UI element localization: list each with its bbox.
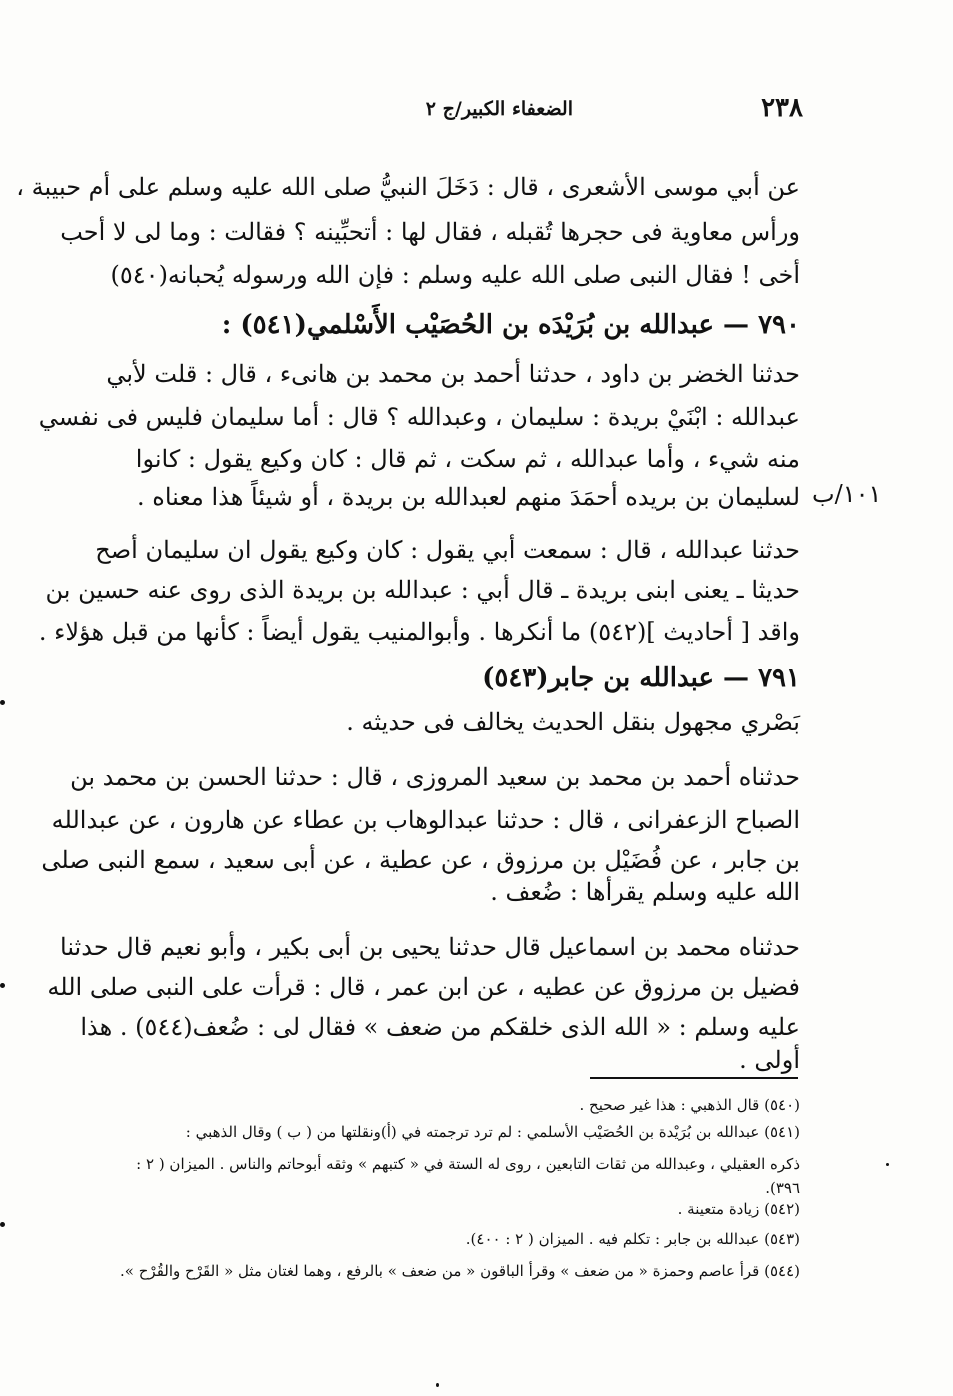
body-line: عن أبي موسى الأشعرى ، قال : دَخَلَ النبيُّ صلى الله عليه وسلم على أم حبيبة ، [16, 173, 800, 201]
footnote-540: (٥٤٠) قال الذهبي : هذا غير صحيح . [579, 1096, 800, 1114]
body-line: الصباح الزعفرانى ، قال : حدثنا عبدالوهاب بن عطاء عن هارون ، عن عبدالله [51, 806, 800, 834]
running-title: الضعفاء الكبير/ج ٢ [425, 98, 573, 120]
body-line: حديثا ـ يعنى ابنى بريدة ـ قال أبي : عبدالله بن بريدة الذى روى عنه حسين بن [45, 576, 800, 604]
footnote-541-continued: ذكره العقيلي ، وعبدالله من ثقات التابعين ، روى له الستة في « كتبهم » وثقه أبوحاتم والناس . الميزان ( ٢ : ٣٩٦). [136, 1155, 800, 1197]
scan-speck [436, 1383, 439, 1387]
body-line: لسليمان بن بريده أحمَدَ منهم لعبدالله بن بريدة ، أو شيئاً هذا معناه . [137, 483, 800, 511]
body-line: فضيل بن مرزوق عن عطيه ، عن ابن عمر ، قال : قرأت على النبى صلى الله [47, 973, 800, 1001]
body-line: منه شيء ، وأما عبدالله ، ثم سكت ، ثم قال : كان وكيع يقول : كانوا [135, 445, 800, 473]
body-line: واقد [ أحاديث ](٥٤٢) ما أنكرها . وأبوالمنيب يقول أيضاً : كأنها من قبل هؤلاء . [38, 618, 800, 646]
entry-heading-791: ٧٩١ — عبدالله بن جابر(٥٤٣) [482, 663, 800, 693]
footnote-541: (٥٤١) عبدالله بن بُرَيْدة بن الحُصَيْب الأسلمي : لم ترد ترجمته في (أ)ونقلتها من ( ب ) وقال الذهبي : [185, 1123, 800, 1141]
entry-heading-790: ٧٩٠ — عبدالله بن بُرَيْدَه بن الحُصَيْب الأَسْلمي(٥٤١) : [221, 310, 800, 340]
body-line: ورأس معاوية فى حجرها تُقبله ، فقال لها : أتحبِّينه ؟ فقالت : وما لى لا أحب [60, 218, 800, 246]
body-line: أخى ! فقال النبى صلى الله عليه وسلم : فإن الله ورسوله يُحبانه(٥٤٠) [110, 261, 800, 289]
body-line: حدثنا عبدالله ، قال : سمعت أبي يقول : كان وكيع يقول ان سليمان أصح [95, 536, 800, 564]
body-line: حدثناه محمد بن اسماعيل قال حدثنا يحيى بن أبى بكير ، وأبو نعيم قال حدثنا [60, 933, 800, 961]
body-line: عبدالله : ابْنَيْ بريدة : سليمان ، وعبدالله ؟ قال : أما سليمان فليس فى نفسي [38, 403, 800, 431]
scan-speck [0, 700, 5, 705]
body-line: أولى . [739, 1046, 800, 1074]
body-line: عليه وسلم : « الله الذى خلقكم من ضعف » فقال لى : ضُعف(٥٤٤) . هذا [80, 1013, 800, 1041]
scan-speck [0, 1222, 5, 1227]
manuscript-folio-note: ١٠١/ب [812, 480, 882, 508]
body-line: بن جابر ، عن فُضَيْل بن مرزوق ، عن عطية ، عن أبى سعيد ، سمع النبى صلى [41, 846, 800, 874]
body-line: حدثنا الخضر بن داود ، حدثنا أحمد بن محمد بن هانىء ، قال : قلت لأبي [106, 360, 800, 388]
footnote-542: (٥٤٢) زيادة متعينة . [677, 1200, 800, 1218]
scan-speck [0, 983, 5, 988]
footnote-544: (٥٤٤) قرأ عاصم وحمزة « من ضعف » وقرأ الباقون « من ضعف » بالرفع ، وهما لغتان مثل « القَرْح والقُرْح ». [120, 1262, 800, 1280]
footnote-543: (٥٤٣) عبدالله بن جابر : تكلم فيه . الميزان ( ٢ : ٤٠٠). [465, 1230, 800, 1248]
body-line: الله عليه وسلم يقرأها : ضُعف . [490, 878, 800, 906]
footnote-separator [590, 1077, 798, 1079]
body-line: حدثناه أحمد بن محمد بن سعيد المروزى ، قال : حدثنا الحسن بن محمد بن [70, 763, 800, 791]
page-number: ٢٣٨ [761, 93, 803, 123]
scan-speck [886, 1163, 889, 1166]
body-line: بَصْري مجهول بنقل الحديث يخالف فى حديثه . [346, 708, 800, 736]
